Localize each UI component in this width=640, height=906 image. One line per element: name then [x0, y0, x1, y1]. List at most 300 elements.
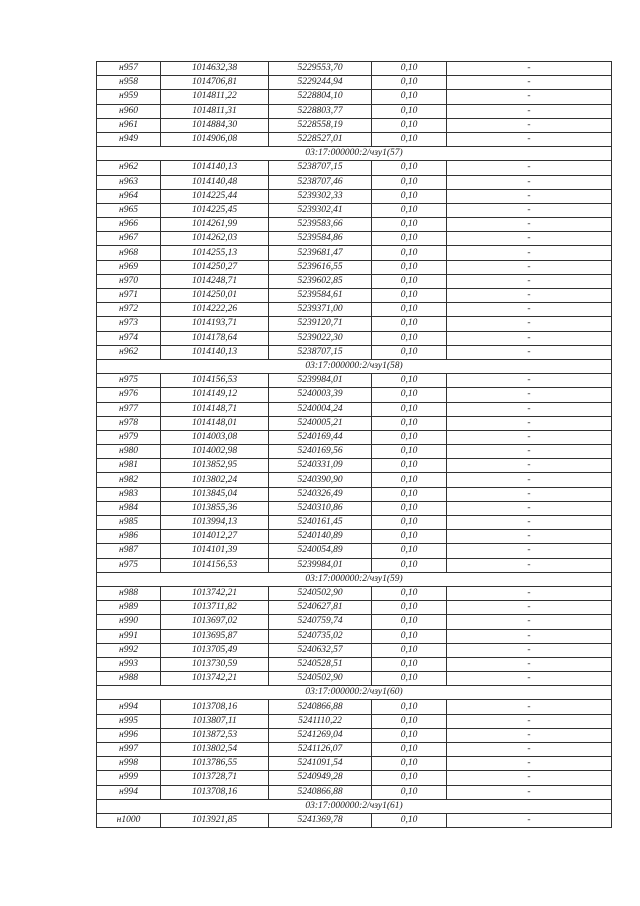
x-coordinate-cell: 1014225,44	[161, 189, 269, 203]
point-number-cell: н996	[97, 728, 161, 742]
x-coordinate-cell: 1013786,55	[161, 757, 269, 771]
y-coordinate-cell: 5239583,66	[269, 218, 372, 232]
point-number-cell: н999	[97, 771, 161, 785]
table-row	[97, 132, 612, 146]
accuracy-cell: 0,10	[372, 813, 447, 827]
note-cell: -	[447, 203, 612, 217]
accuracy-cell: 0,10	[372, 62, 447, 76]
x-coordinate-cell: 1014140,48	[161, 175, 269, 189]
point-number-cell: н980	[97, 445, 161, 459]
table-row	[97, 402, 612, 416]
table-row	[97, 430, 612, 444]
y-coordinate-cell: 5228804,10	[269, 90, 372, 104]
y-coordinate-cell: 5240627,81	[269, 601, 372, 615]
note-cell: -	[447, 473, 612, 487]
point-number-cell: н975	[97, 558, 161, 572]
accuracy-cell: 0,10	[372, 445, 447, 459]
table-row	[97, 218, 612, 232]
y-coordinate-cell: 5241091,54	[269, 757, 372, 771]
accuracy-cell: 0,10	[372, 416, 447, 430]
x-coordinate-cell: 1014003,08	[161, 430, 269, 444]
x-coordinate-cell: 1014250,01	[161, 289, 269, 303]
table-row	[97, 657, 612, 671]
point-number-cell: н997	[97, 743, 161, 757]
point-number-cell: н989	[97, 601, 161, 615]
x-coordinate-cell: 1014884,30	[161, 118, 269, 132]
table-row	[97, 118, 612, 132]
x-coordinate-cell: 1013708,16	[161, 700, 269, 714]
y-coordinate-cell: 5228803,77	[269, 104, 372, 118]
point-number-cell: н964	[97, 189, 161, 203]
y-coordinate-cell: 5240005,21	[269, 416, 372, 430]
y-coordinate-cell: 5240140,89	[269, 530, 372, 544]
x-coordinate-cell: 1013845,04	[161, 487, 269, 501]
point-number-cell: н992	[97, 643, 161, 657]
table-row	[97, 785, 612, 799]
note-cell: -	[447, 189, 612, 203]
table-row	[97, 586, 612, 600]
note-cell: -	[447, 416, 612, 430]
accuracy-cell: 0,10	[372, 700, 447, 714]
accuracy-cell: 0,10	[372, 289, 447, 303]
section-header-row	[97, 686, 612, 700]
note-cell: -	[447, 303, 612, 317]
y-coordinate-cell: 5240759,74	[269, 615, 372, 629]
y-coordinate-cell: 5240161,45	[269, 516, 372, 530]
x-coordinate-cell: 1014250,27	[161, 260, 269, 274]
note-cell: -	[447, 657, 612, 671]
table-row	[97, 175, 612, 189]
note-cell: -	[447, 785, 612, 799]
table-row	[97, 516, 612, 530]
x-coordinate-cell: 1013742,21	[161, 586, 269, 600]
note-cell: -	[447, 402, 612, 416]
accuracy-cell: 0,10	[372, 487, 447, 501]
x-coordinate-cell: 1014632,38	[161, 62, 269, 76]
note-cell: -	[447, 615, 612, 629]
accuracy-cell: 0,10	[372, 430, 447, 444]
note-cell: -	[447, 175, 612, 189]
accuracy-cell: 0,10	[372, 757, 447, 771]
x-coordinate-cell: 1013807,11	[161, 714, 269, 728]
y-coordinate-cell: 5239302,41	[269, 203, 372, 217]
point-number-cell: н994	[97, 700, 161, 714]
accuracy-cell: 0,10	[372, 544, 447, 558]
table-row	[97, 487, 612, 501]
x-coordinate-cell: 1013994,13	[161, 516, 269, 530]
point-number-cell: н986	[97, 530, 161, 544]
accuracy-cell: 0,10	[372, 90, 447, 104]
accuracy-cell: 0,10	[372, 161, 447, 175]
section-header-row	[97, 572, 612, 586]
x-coordinate-cell: 1013705,49	[161, 643, 269, 657]
x-coordinate-cell: 1014193,71	[161, 317, 269, 331]
point-number-cell: н963	[97, 175, 161, 189]
accuracy-cell: 0,10	[372, 586, 447, 600]
accuracy-cell: 0,10	[372, 672, 447, 686]
y-coordinate-cell: 5239302,33	[269, 189, 372, 203]
note-cell: -	[447, 813, 612, 827]
accuracy-cell: 0,10	[372, 785, 447, 799]
accuracy-cell: 0,10	[372, 218, 447, 232]
y-coordinate-cell: 5239022,30	[269, 331, 372, 345]
accuracy-cell: 0,10	[372, 203, 447, 217]
accuracy-cell: 0,10	[372, 657, 447, 671]
point-number-cell: н975	[97, 374, 161, 388]
coordinates-table	[96, 61, 612, 828]
point-number-cell: н968	[97, 246, 161, 260]
note-cell: -	[447, 544, 612, 558]
x-coordinate-cell: 1014002,98	[161, 445, 269, 459]
point-number-cell: н962	[97, 345, 161, 359]
y-coordinate-cell: 5239984,01	[269, 374, 372, 388]
note-cell: -	[447, 487, 612, 501]
x-coordinate-cell: 1014225,45	[161, 203, 269, 217]
table-row	[97, 90, 612, 104]
x-coordinate-cell: 1014140,13	[161, 345, 269, 359]
accuracy-cell: 0,10	[372, 601, 447, 615]
point-number-cell: н1000	[97, 813, 161, 827]
accuracy-cell: 0,10	[372, 402, 447, 416]
note-cell: -	[447, 76, 612, 90]
y-coordinate-cell: 5239984,01	[269, 558, 372, 572]
y-coordinate-cell: 5239371,00	[269, 303, 372, 317]
y-coordinate-cell: 5240004,24	[269, 402, 372, 416]
y-coordinate-cell: 5240632,57	[269, 643, 372, 657]
accuracy-cell: 0,10	[372, 615, 447, 629]
accuracy-cell: 0,10	[372, 629, 447, 643]
point-number-cell: н978	[97, 416, 161, 430]
table-row	[97, 629, 612, 643]
table-row	[97, 544, 612, 558]
table-row	[97, 317, 612, 331]
y-coordinate-cell: 5240866,88	[269, 785, 372, 799]
y-coordinate-cell: 5240502,90	[269, 586, 372, 600]
table-row	[97, 672, 612, 686]
point-number-cell: н985	[97, 516, 161, 530]
y-coordinate-cell: 5229553,70	[269, 62, 372, 76]
note-cell: -	[447, 161, 612, 175]
x-coordinate-cell: 1014811,22	[161, 90, 269, 104]
section-title: 03:17:000000:2/чзу1(59)	[97, 572, 612, 586]
x-coordinate-cell: 1013855,36	[161, 501, 269, 515]
accuracy-cell: 0,10	[372, 530, 447, 544]
note-cell: -	[447, 218, 612, 232]
table-row	[97, 203, 612, 217]
accuracy-cell: 0,10	[372, 558, 447, 572]
point-number-cell: н995	[97, 714, 161, 728]
y-coordinate-cell: 5239616,55	[269, 260, 372, 274]
y-coordinate-cell: 5239681,47	[269, 246, 372, 260]
table-row	[97, 813, 612, 827]
note-cell: -	[447, 260, 612, 274]
table-row	[97, 601, 612, 615]
note-cell: -	[447, 317, 612, 331]
note-cell: -	[447, 771, 612, 785]
point-number-cell: н974	[97, 331, 161, 345]
point-number-cell: н990	[97, 615, 161, 629]
table-row	[97, 445, 612, 459]
point-number-cell: н960	[97, 104, 161, 118]
note-cell: -	[447, 132, 612, 146]
accuracy-cell: 0,10	[372, 104, 447, 118]
table-row	[97, 104, 612, 118]
accuracy-cell: 0,10	[372, 473, 447, 487]
accuracy-cell: 0,10	[372, 331, 447, 345]
x-coordinate-cell: 1013802,54	[161, 743, 269, 757]
x-coordinate-cell: 1014222,26	[161, 303, 269, 317]
table-row	[97, 246, 612, 260]
y-coordinate-cell: 5240502,90	[269, 672, 372, 686]
point-number-cell: н973	[97, 317, 161, 331]
point-number-cell: н982	[97, 473, 161, 487]
y-coordinate-cell: 5241369,78	[269, 813, 372, 827]
point-number-cell: н998	[97, 757, 161, 771]
accuracy-cell: 0,10	[372, 317, 447, 331]
section-title: 03:17:000000:2/чзу1(61)	[97, 799, 612, 813]
table-row	[97, 289, 612, 303]
note-cell: -	[447, 62, 612, 76]
y-coordinate-cell: 5241110,22	[269, 714, 372, 728]
note-cell: -	[447, 374, 612, 388]
y-coordinate-cell: 5240054,89	[269, 544, 372, 558]
x-coordinate-cell: 1014156,53	[161, 374, 269, 388]
table-row	[97, 331, 612, 345]
accuracy-cell: 0,10	[372, 118, 447, 132]
y-coordinate-cell: 5240528,51	[269, 657, 372, 671]
y-coordinate-cell: 5238707,15	[269, 345, 372, 359]
x-coordinate-cell: 1013802,24	[161, 473, 269, 487]
point-number-cell: н972	[97, 303, 161, 317]
accuracy-cell: 0,10	[372, 643, 447, 657]
point-number-cell: н966	[97, 218, 161, 232]
y-coordinate-cell: 5240866,88	[269, 700, 372, 714]
y-coordinate-cell: 5241126,07	[269, 743, 372, 757]
y-coordinate-cell: 5240003,39	[269, 388, 372, 402]
y-coordinate-cell: 5240310,86	[269, 501, 372, 515]
table-row	[97, 416, 612, 430]
accuracy-cell: 0,10	[372, 516, 447, 530]
note-cell: -	[447, 232, 612, 246]
accuracy-cell: 0,10	[372, 459, 447, 473]
note-cell: -	[447, 586, 612, 600]
note-cell: -	[447, 331, 612, 345]
x-coordinate-cell: 1014140,13	[161, 161, 269, 175]
accuracy-cell: 0,10	[372, 303, 447, 317]
section-title: 03:17:000000:2/чзу1(60)	[97, 686, 612, 700]
x-coordinate-cell: 1013695,87	[161, 629, 269, 643]
x-coordinate-cell: 1013730,59	[161, 657, 269, 671]
section-header-row	[97, 799, 612, 813]
point-number-cell: н959	[97, 90, 161, 104]
note-cell: -	[447, 728, 612, 742]
note-cell: -	[447, 743, 612, 757]
table-row	[97, 643, 612, 657]
point-number-cell: н979	[97, 430, 161, 444]
x-coordinate-cell: 1014012,27	[161, 530, 269, 544]
x-coordinate-cell: 1013728,71	[161, 771, 269, 785]
accuracy-cell: 0,10	[372, 771, 447, 785]
section-title: 03:17:000000:2/чзу1(58)	[97, 359, 612, 373]
point-number-cell: н949	[97, 132, 161, 146]
section-title: 03:17:000000:2/чзу1(57)	[97, 147, 612, 161]
x-coordinate-cell: 1013872,53	[161, 728, 269, 742]
y-coordinate-cell: 5228527,01	[269, 132, 372, 146]
x-coordinate-cell: 1014248,71	[161, 274, 269, 288]
y-coordinate-cell: 5238707,46	[269, 175, 372, 189]
y-coordinate-cell: 5240169,56	[269, 445, 372, 459]
note-cell: -	[447, 459, 612, 473]
section-header-row	[97, 147, 612, 161]
accuracy-cell: 0,10	[372, 232, 447, 246]
note-cell: -	[447, 118, 612, 132]
table-row	[97, 771, 612, 785]
point-number-cell: н993	[97, 657, 161, 671]
accuracy-cell: 0,10	[372, 76, 447, 90]
accuracy-cell: 0,10	[372, 388, 447, 402]
table-row	[97, 558, 612, 572]
note-cell: -	[447, 274, 612, 288]
x-coordinate-cell: 1014156,53	[161, 558, 269, 572]
table-row	[97, 303, 612, 317]
table-row	[97, 274, 612, 288]
point-number-cell: н970	[97, 274, 161, 288]
y-coordinate-cell: 5228558,19	[269, 118, 372, 132]
y-coordinate-cell: 5229244,94	[269, 76, 372, 90]
y-coordinate-cell: 5240735,02	[269, 629, 372, 643]
note-cell: -	[447, 246, 612, 260]
x-coordinate-cell: 1014706,81	[161, 76, 269, 90]
y-coordinate-cell: 5238707,15	[269, 161, 372, 175]
table-row	[97, 743, 612, 757]
point-number-cell: н965	[97, 203, 161, 217]
y-coordinate-cell: 5241269,04	[269, 728, 372, 742]
note-cell: -	[447, 700, 612, 714]
table-row	[97, 345, 612, 359]
y-coordinate-cell: 5240169,44	[269, 430, 372, 444]
y-coordinate-cell: 5240949,28	[269, 771, 372, 785]
y-coordinate-cell: 5239584,86	[269, 232, 372, 246]
x-coordinate-cell: 1014906,08	[161, 132, 269, 146]
accuracy-cell: 0,10	[372, 274, 447, 288]
x-coordinate-cell: 1014255,13	[161, 246, 269, 260]
point-number-cell: н991	[97, 629, 161, 643]
table-row	[97, 501, 612, 515]
table-row	[97, 700, 612, 714]
point-number-cell: н958	[97, 76, 161, 90]
x-coordinate-cell: 1014262,03	[161, 232, 269, 246]
x-coordinate-cell: 1014811,31	[161, 104, 269, 118]
x-coordinate-cell: 1014149,12	[161, 388, 269, 402]
point-number-cell: н988	[97, 672, 161, 686]
table-row	[97, 473, 612, 487]
accuracy-cell: 0,10	[372, 246, 447, 260]
table-row	[97, 757, 612, 771]
point-number-cell: н988	[97, 586, 161, 600]
x-coordinate-cell: 1014178,64	[161, 331, 269, 345]
note-cell: -	[447, 530, 612, 544]
table-row	[97, 728, 612, 742]
y-coordinate-cell: 5239602,85	[269, 274, 372, 288]
point-number-cell: н967	[97, 232, 161, 246]
accuracy-cell: 0,10	[372, 175, 447, 189]
note-cell: -	[447, 345, 612, 359]
note-cell: -	[447, 90, 612, 104]
note-cell: -	[447, 104, 612, 118]
note-cell: -	[447, 672, 612, 686]
table-row	[97, 530, 612, 544]
note-cell: -	[447, 601, 612, 615]
accuracy-cell: 0,10	[372, 189, 447, 203]
accuracy-cell: 0,10	[372, 260, 447, 274]
note-cell: -	[447, 388, 612, 402]
note-cell: -	[447, 289, 612, 303]
note-cell: -	[447, 516, 612, 530]
accuracy-cell: 0,10	[372, 501, 447, 515]
accuracy-cell: 0,10	[372, 374, 447, 388]
note-cell: -	[447, 757, 612, 771]
accuracy-cell: 0,10	[372, 743, 447, 757]
y-coordinate-cell: 5240331,09	[269, 459, 372, 473]
accuracy-cell: 0,10	[372, 345, 447, 359]
table-row	[97, 232, 612, 246]
x-coordinate-cell: 1014101,39	[161, 544, 269, 558]
note-cell: -	[447, 430, 612, 444]
note-cell: -	[447, 445, 612, 459]
table-row	[97, 615, 612, 629]
point-number-cell: н981	[97, 459, 161, 473]
point-number-cell: н961	[97, 118, 161, 132]
table-row	[97, 260, 612, 274]
x-coordinate-cell: 1014261,99	[161, 218, 269, 232]
accuracy-cell: 0,10	[372, 714, 447, 728]
table-row	[97, 459, 612, 473]
table-row	[97, 189, 612, 203]
note-cell: -	[447, 501, 612, 515]
point-number-cell: н957	[97, 62, 161, 76]
x-coordinate-cell: 1013697,02	[161, 615, 269, 629]
point-number-cell: н983	[97, 487, 161, 501]
x-coordinate-cell: 1013742,21	[161, 672, 269, 686]
table-row	[97, 388, 612, 402]
accuracy-cell: 0,10	[372, 132, 447, 146]
point-number-cell: н976	[97, 388, 161, 402]
section-header-row	[97, 359, 612, 373]
y-coordinate-cell: 5239120,71	[269, 317, 372, 331]
note-cell: -	[447, 558, 612, 572]
x-coordinate-cell: 1014148,01	[161, 416, 269, 430]
table-row	[97, 76, 612, 90]
table-row	[97, 374, 612, 388]
table-row	[97, 161, 612, 175]
point-number-cell: н977	[97, 402, 161, 416]
note-cell: -	[447, 643, 612, 657]
point-number-cell: н984	[97, 501, 161, 515]
accuracy-cell: 0,10	[372, 728, 447, 742]
x-coordinate-cell: 1013921,85	[161, 813, 269, 827]
point-number-cell: н987	[97, 544, 161, 558]
x-coordinate-cell: 1013852,95	[161, 459, 269, 473]
y-coordinate-cell: 5240326,49	[269, 487, 372, 501]
note-cell: -	[447, 629, 612, 643]
point-number-cell: н971	[97, 289, 161, 303]
y-coordinate-cell: 5240390,90	[269, 473, 372, 487]
x-coordinate-cell: 1013711,82	[161, 601, 269, 615]
note-cell: -	[447, 714, 612, 728]
y-coordinate-cell: 5239584,61	[269, 289, 372, 303]
coordinates-table-body	[97, 62, 612, 828]
table-row	[97, 62, 612, 76]
